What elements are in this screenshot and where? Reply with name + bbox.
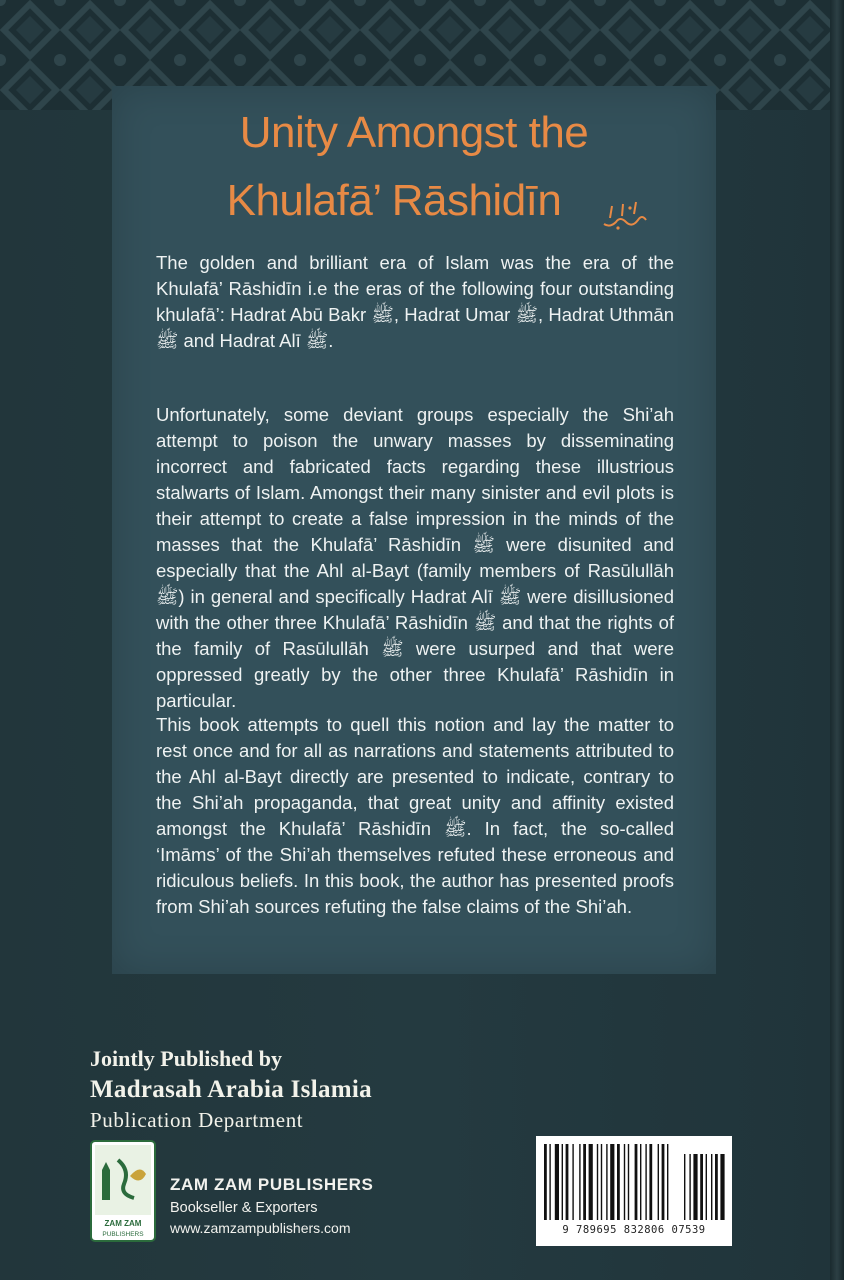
title-line-2: Khulafā’ Rāshidīn xyxy=(226,176,562,225)
zamzam-subtitle: Bookseller & Exporters xyxy=(170,1200,318,1216)
isbn-barcode xyxy=(536,1136,732,1246)
svg-text:ZAM ZAM: ZAM ZAM xyxy=(104,1219,142,1228)
barcode-number: 9 789695 832806 07539 xyxy=(562,1224,706,1236)
content-panel xyxy=(112,86,716,974)
title-line-1: Unity Amongst the xyxy=(239,108,589,157)
barcode-bars xyxy=(542,1144,726,1222)
paragraph-1: The golden and brilliant era of Islam was the era of the Khulafā’ Rāshidīn i.e the eras of the following four outstanding khulafā’: Hadrat Abū Bakr ﷺ, Hadrat Umar ﷺ, Hadrat Uthmān ﷺ and Hadrat Alī ﷺ. xyxy=(156,252,674,351)
zamzam-publisher-name: ZAM ZAM PUBLISHERS xyxy=(170,1175,374,1194)
publication-department: Publication Department xyxy=(90,1108,304,1132)
arabic-calligraphy-icon xyxy=(600,198,650,232)
zamzam-logo-icon xyxy=(90,1140,156,1242)
book-edge xyxy=(830,0,844,1280)
paragraph-3: This book attempts to quell this notion and lay the matter to rest once and for all as narrations and statements attributed to the Ahl al-Bayt directly are presented to indicate, contrary to the Shi’ah propaganda, that great unity and affinity existed amongst the Khulafā’ Rāshidīn ﷺ. In fact, the so-called ‘Imāms’ of the Shi’ah themselves refuted these erroneous and ridiculous beliefs. In this book, the author has presented proofs from Shi’ah sources refuting the false claims of the Shi’ah. xyxy=(156,714,674,917)
madrasah-name: Madrasah Arabia Islamia xyxy=(90,1076,372,1103)
zamzam-website: www.zamzampublishers.com xyxy=(170,1220,351,1236)
svg-text:PUBLISHERS: PUBLISHERS xyxy=(102,1231,144,1238)
paragraph-2: Unfortunately, some deviant groups especially the Shi’ah attempt to poison the unwary masses by disseminating incorrect and fabricated facts regarding these illustrious stalwarts of Islam. Amongst their many sinister and evil plots is their attempt to create a false impression in the minds of the masses that the Khulafā’ Rāshidīn ﷺ were disunited and especially that the Ahl al-Bayt (family members of Rasūlullāh ﷺ) in general and specifically Hadrat Alī ﷺ were disillusioned with the other three Khulafā’ Rāshidīn ﷺ and that the rights of the family of Rasūlullāh ﷺ were usurped and that were oppressed greatly by the other three Khulafā’ Rāshidīn in particular. xyxy=(156,404,674,711)
jointly-published-label: Jointly Published by xyxy=(90,1046,282,1071)
